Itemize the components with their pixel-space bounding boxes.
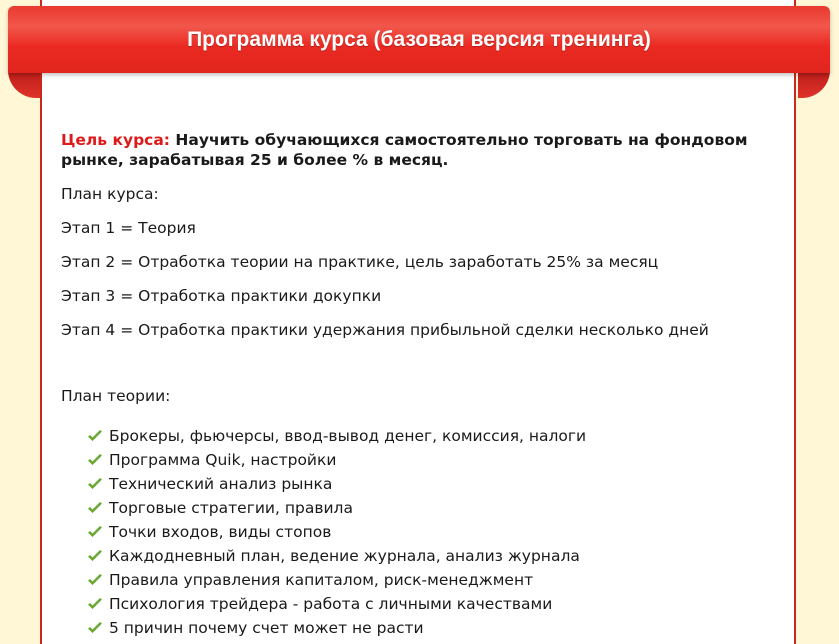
list-item: Каждодневный план, ведение журнала, анализ журнала xyxy=(87,544,586,568)
goal-text: Научить обучающихся самостоятельно торговать на фондовом рынке, зарабатывая 25 и более % в месяц. xyxy=(61,131,748,169)
checkmark-icon xyxy=(87,597,103,611)
checkmark-icon xyxy=(87,453,103,467)
stage-item: Этап 2 = Отработка теории на практике, цель заработать 25% за месяц xyxy=(61,253,659,271)
list-item: Правила управления капиталом, риск-менеджмент xyxy=(87,568,586,592)
page-title: Программа курса (базовая версия тренинга) xyxy=(187,27,651,51)
list-item: Брокеры, фьючерсы, ввод-вывод денег, комиссия, налоги xyxy=(87,424,586,448)
stage-item: Этап 3 = Отработка практики докупки xyxy=(61,287,382,305)
checkmark-icon xyxy=(87,549,103,563)
course-goal xyxy=(61,130,801,170)
checkmark-icon xyxy=(87,573,103,587)
theory-list xyxy=(87,424,586,640)
list-item: Технический анализ рынка xyxy=(87,472,586,496)
list-item: Точки входов, виды стопов xyxy=(87,520,586,544)
list-item: Торговые стратегии, правила xyxy=(87,496,586,520)
ribbon-fold-right xyxy=(798,70,830,98)
checkmark-icon xyxy=(87,525,103,539)
checkmark-icon xyxy=(87,429,103,443)
ribbon-fold-left xyxy=(8,70,40,98)
title-ribbon xyxy=(8,6,830,73)
checkmark-icon xyxy=(87,477,103,491)
course-plan-heading: План курса: xyxy=(61,185,159,203)
list-item: 5 причин почему счет может не расти xyxy=(87,616,586,640)
theory-plan-heading: План теории: xyxy=(61,387,171,405)
list-item: Программа Quik, настройки xyxy=(87,448,586,472)
stage-item: Этап 4 = Отработка практики удержания прибыльной сделки несколько дней xyxy=(61,321,709,339)
checkmark-icon xyxy=(87,501,103,515)
checkmark-icon xyxy=(87,621,103,635)
course-content xyxy=(61,130,801,637)
goal-label: Цель курса: xyxy=(61,131,171,149)
list-item: Психология трейдера - работа с личными качествами xyxy=(87,592,586,616)
stage-item: Этап 1 = Теория xyxy=(61,219,196,237)
